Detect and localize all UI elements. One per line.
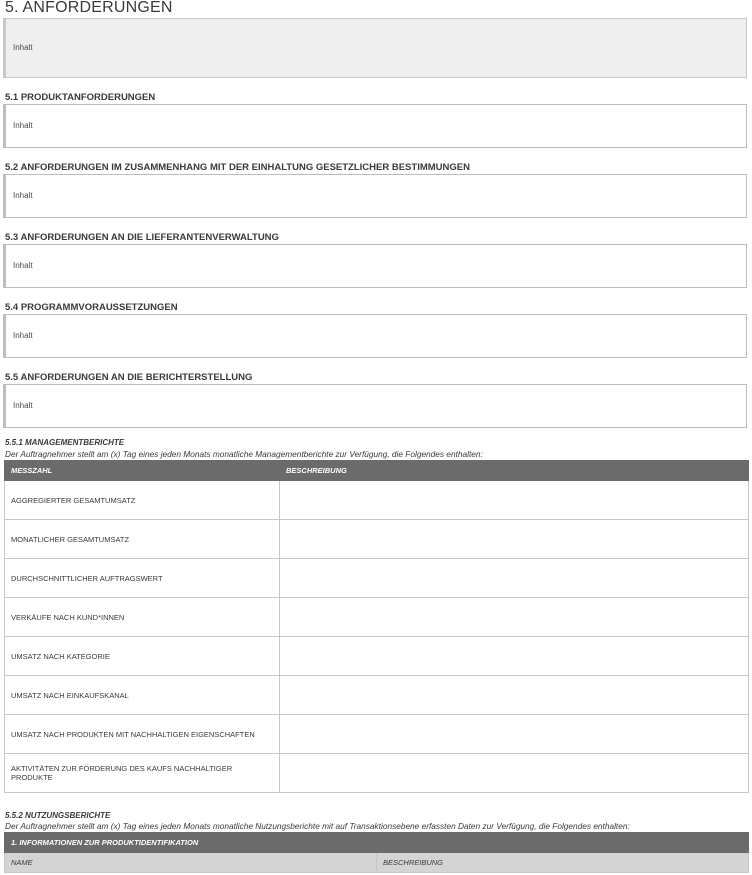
metric-cell: UMSATZ NACH PRODUKTEN MIT NACHHALTIGEN EIGENSCHAFTEN	[5, 715, 280, 754]
management-reports-table	[4, 460, 749, 793]
content-placeholder: Inhalt	[13, 261, 33, 270]
section-heading-5-2: 5.2 ANFORDERUNGEN IM ZUSAMMENHANG MIT DER EINHALTUNG GESETZLICHER BESTIMMUNGEN	[5, 162, 470, 173]
column-header-description: BESCHREIBUNG	[280, 461, 749, 481]
section-heading-5-5: 5.5 ANFORDERUNGEN AN DIE BERICHTERSTELLUNG	[5, 372, 253, 383]
subsection-heading-5-5-1: 5.5.1 MANAGEMENTBERICHTE	[5, 438, 125, 447]
content-placeholder: Inhalt	[13, 191, 33, 200]
management-reports-intro: Der Auftragnehmer stellt am (x) Tag eines jeden Monats monatliche Managementberichte zur Verfügung, die Folgendes enthalten:	[5, 449, 483, 459]
table-band-row	[5, 833, 749, 853]
table-row	[5, 715, 749, 754]
description-cell[interactable]	[280, 676, 749, 715]
metric-cell: MONATLICHER GESAMTUMSATZ	[5, 520, 280, 559]
table-row	[5, 520, 749, 559]
page-title: 5. ANFORDERUNGEN	[5, 0, 173, 16]
description-cell[interactable]	[280, 715, 749, 754]
table-header-row	[5, 853, 749, 873]
requirements-content-box[interactable]	[3, 18, 747, 78]
content-placeholder: Inhalt	[13, 401, 33, 410]
section-heading-5-3: 5.3 ANFORDERUNGEN AN DIE LIEFERANTENVERWALTUNG	[5, 232, 279, 243]
metric-cell: AGGREGIERTER GESAMTUMSATZ	[5, 481, 280, 520]
metric-cell: UMSATZ NACH KATEGORIE	[5, 637, 280, 676]
column-header-name: NAME	[5, 853, 377, 873]
table-row	[5, 481, 749, 520]
content-placeholder: Inhalt	[13, 43, 33, 52]
section-content-box-5-4[interactable]	[3, 314, 747, 358]
section-content-box-5-3[interactable]	[3, 244, 747, 288]
metric-cell: VERKÄUFE NACH KUND*INNEN	[5, 598, 280, 637]
description-cell[interactable]	[280, 637, 749, 676]
table-row	[5, 637, 749, 676]
usage-reports-table	[4, 832, 749, 873]
content-placeholder: Inhalt	[13, 331, 33, 340]
section-content-box-5-5[interactable]	[3, 384, 747, 428]
description-cell[interactable]	[280, 598, 749, 637]
description-cell[interactable]	[280, 754, 749, 793]
section-heading-5-1: 5.1 PRODUKTANFORDERUNGEN	[5, 92, 156, 103]
table-row	[5, 598, 749, 637]
section-content-box-5-1[interactable]	[3, 104, 747, 148]
subsection-heading-5-5-2: 5.5.2 NUTZUNGSBERICHTE	[5, 811, 111, 820]
table-row	[5, 676, 749, 715]
section-heading-5-4: 5.4 PROGRAMMVORAUSSETZUNGEN	[5, 302, 178, 313]
section-content-box-5-2[interactable]	[3, 174, 747, 218]
metric-cell: UMSATZ NACH EINKAUFSKANAL	[5, 676, 280, 715]
table-row	[5, 559, 749, 598]
product-identification-band: 1. INFORMATIONEN ZUR PRODUKTIDENTIFIKATION	[5, 833, 749, 853]
column-header-metric: MESSZAHL	[5, 461, 280, 481]
description-cell[interactable]	[280, 520, 749, 559]
table-header-row	[5, 461, 749, 481]
table-row	[5, 754, 749, 793]
content-placeholder: Inhalt	[13, 121, 33, 130]
usage-reports-intro: Der Auftragnehmer stellt am (x) Tag eines jeden Monats monatliche Nutzungsberichte mit auf Transaktionsebene erfassten Daten zur Verfügung, die Folgendes enthalten:	[5, 821, 630, 831]
metric-cell: AKTIVITÄTEN ZUR FÖRDERUNG DES KAUFS NACHHALTIGER PRODUKTE	[5, 754, 280, 793]
column-header-description: BESCHREIBUNG	[377, 853, 749, 873]
description-cell[interactable]	[280, 559, 749, 598]
description-cell[interactable]	[280, 481, 749, 520]
metric-cell: DURCHSCHNITTLICHER AUFTRAGSWERT	[5, 559, 280, 598]
